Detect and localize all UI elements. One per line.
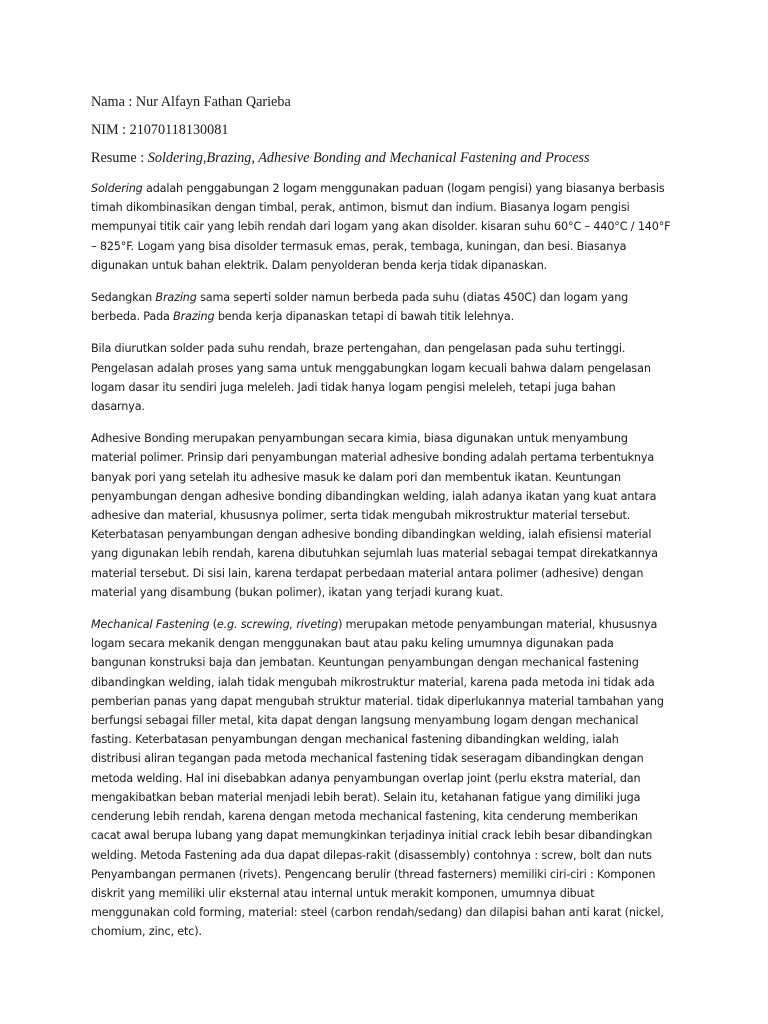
text-span: benda kerja dipanaskan tetapi di bawah titik lelehnya. <box>214 310 514 324</box>
text-line: logam dasar itu sendiri juga meleleh. Jadi tidak hanya logam pengisi meleleh, tetapi juga bahan <box>91 380 616 394</box>
text-line: dibandingkan welding, ialah tidak mengubah mikrostruktur material, karena pada metoda ini tidak ada <box>91 675 655 689</box>
text-line: berfungsi sebagai filler metal, kita dapat dengan langsung menyambung logam dengan mechanical <box>91 714 639 728</box>
paragraph-soldering <box>91 179 691 275</box>
text-line: Bila diurutkan solder pada suhu rendah, braze pertengahan, dan pengelasan pada suhu tertinggi. <box>91 342 626 356</box>
text-line: pemberian panas yang dapat mengubah struktur material. tidak diperlukannya material tambahan yang <box>91 694 664 708</box>
text-line <box>91 288 691 307</box>
text-line: banyak pori yang setelah itu adhesive masuk ke dalam pori dan membentuk ikatan. Keuntungan <box>91 470 621 484</box>
text-line: Keterbatasan penyambungan dengan adhesive bonding dibandingkan welding, ialah efisiensi material <box>91 528 652 542</box>
text-line: cenderung lebih rendah, karena dengan metoda mechanical fastening, kita cenderung memberikan <box>91 810 638 824</box>
text-span: ( <box>209 618 217 632</box>
text-line: mengakibatkan beban material menjadi lebih berat). Selain itu, ketahanan fatigue yang dimiliki juga <box>91 790 641 804</box>
paragraph-mechanical-fastening <box>91 615 691 941</box>
text-line: material tersebut. Di sisi lain, karena terdapat perbedaan material antara polimer (adhesive) dengan <box>91 566 644 580</box>
text-line: diskrit yang memiliki ulir eksternal atau internal untuk merakit komponen, umumnya dibuat <box>91 886 595 900</box>
text-span: ) merupakan metode penyambungan material, khususnya <box>338 618 658 632</box>
term-mechanical-fastening: Mechanical Fastening <box>91 618 210 632</box>
resume-subject: Soldering,Brazing, Adhesive Bonding and Mechanical Fastening and Process <box>147 150 590 166</box>
text-line: timah dikombinasikan dengan timbal, perak, antimon, bismut dan indium. Biasanya logam pengisi <box>91 201 630 215</box>
text-line: distribusi aliran tegangan pada metoda mechanical fastening tidak seseragam dibandingkan dengan <box>91 752 644 766</box>
paragraph-comparison <box>91 339 691 416</box>
text-line: material polimer. Prinsip dari penyambungan material adhesive bonding adalah pertama terbentuknya <box>91 451 655 465</box>
text-line: welding. Metoda Fastening ada dua dapat dilepas-rakit (disassembly) contohnya : screw, bolt dan nuts <box>91 848 652 862</box>
text-line: material yang disambung (bukan polimer), ikatan yang terjadi kurang kuat. <box>91 585 504 599</box>
text-line: penyambungan dengan adhesive bonding dibandingkan welding, ialah adanya ikatan yang kuat antara <box>91 489 657 503</box>
text-line <box>91 615 691 634</box>
document-page <box>91 93 691 955</box>
student-nim: NIM : 21070118130081 <box>91 122 229 138</box>
text-line: – 825°F. Logam yang bisa disolder termasuk emas, perak, tembaga, kuningan, dan besi. Biasanya <box>91 239 627 253</box>
text-line: adhesive dan material, khususnya polimer, serta tidak mengubah mikrostruktur material tersebut. <box>91 509 631 523</box>
text-line: digunakan untuk bahan elektrik. Dalam penyolderan benda kerja tidak dipanaskan. <box>91 258 548 272</box>
text-line: logam secara mekanik dengan menggunakan baut atau paku keling umumnya digunakan pada <box>91 637 614 651</box>
text-line <box>91 179 691 198</box>
text-span: sama seperti solder namun berbeda pada suhu (diatas 450C) dan logam yang <box>196 291 629 305</box>
paragraph-brazing <box>91 288 691 326</box>
text-line: Adhesive Bonding merupakan penyambungan secara kimia, biasa digunakan untuk menyambung <box>91 432 628 446</box>
text-line: chomium, zinc, etc). <box>91 925 202 939</box>
text-line: metoda welding. Hal ini disebabkan adanya penyambungan overlap joint (perlu ekstra material, dan <box>91 771 641 785</box>
text-line <box>91 307 691 326</box>
term-examples: e.g. screwing, riveting <box>216 618 339 632</box>
text-line: fasting. Keterbatasan penyambungan dengan mechanical fastening dibandingkan welding, ialah <box>91 733 619 747</box>
text-line: bangunan konstruksi baja dan jembatan. Keuntungan penyambungan dengan mechanical fastening <box>91 656 639 670</box>
text-line: menggunakan cold forming, material: steel (carbon rendah/sedang) dan dilapisi bahan anti karat (nickel, <box>91 906 664 920</box>
resume-title <box>91 149 691 167</box>
student-name: Nama : Nur Alfayn Fathan Qarieba <box>91 94 291 110</box>
text-line: Penyambangan permanen (rivets). Pengencang berulir (thread fasterners) memiliki ciri-ciri : Komponen <box>91 867 656 881</box>
text-line: cacat awal berupa lubang yang dapat memungkinkan terjadinya initial crack lebih besar dibandingkan <box>91 829 653 843</box>
text-line: Pengelasan adalah proses yang sama untuk menggabungkan logam kecuali bahwa dalam pengelasan <box>91 361 651 375</box>
text-line: yang digunakan lebih rendah, karena dibutuhkan sejumlah luas material sebagai tempat direkatkannya <box>91 547 658 561</box>
term-brazing: Brazing <box>155 291 197 305</box>
term-soldering: Soldering <box>91 182 143 195</box>
text-line: dasarnya. <box>91 400 145 414</box>
text-span: Sedangkan <box>91 291 156 305</box>
text-line: mempunyai titik cair yang lebih rendah dari logam yang akan disolder. kisaran suhu 60°C – 440°C / 140°F <box>91 220 671 234</box>
text-span: berbeda. Pada <box>91 310 174 324</box>
text-span: adalah penggabungan 2 logam menggunakan paduan (logam pengisi) yang biasanya berbasis <box>142 182 665 195</box>
term-brazing: Brazing <box>173 310 215 324</box>
paragraph-adhesive-bonding <box>91 429 691 602</box>
resume-label: Resume : <box>91 150 148 166</box>
